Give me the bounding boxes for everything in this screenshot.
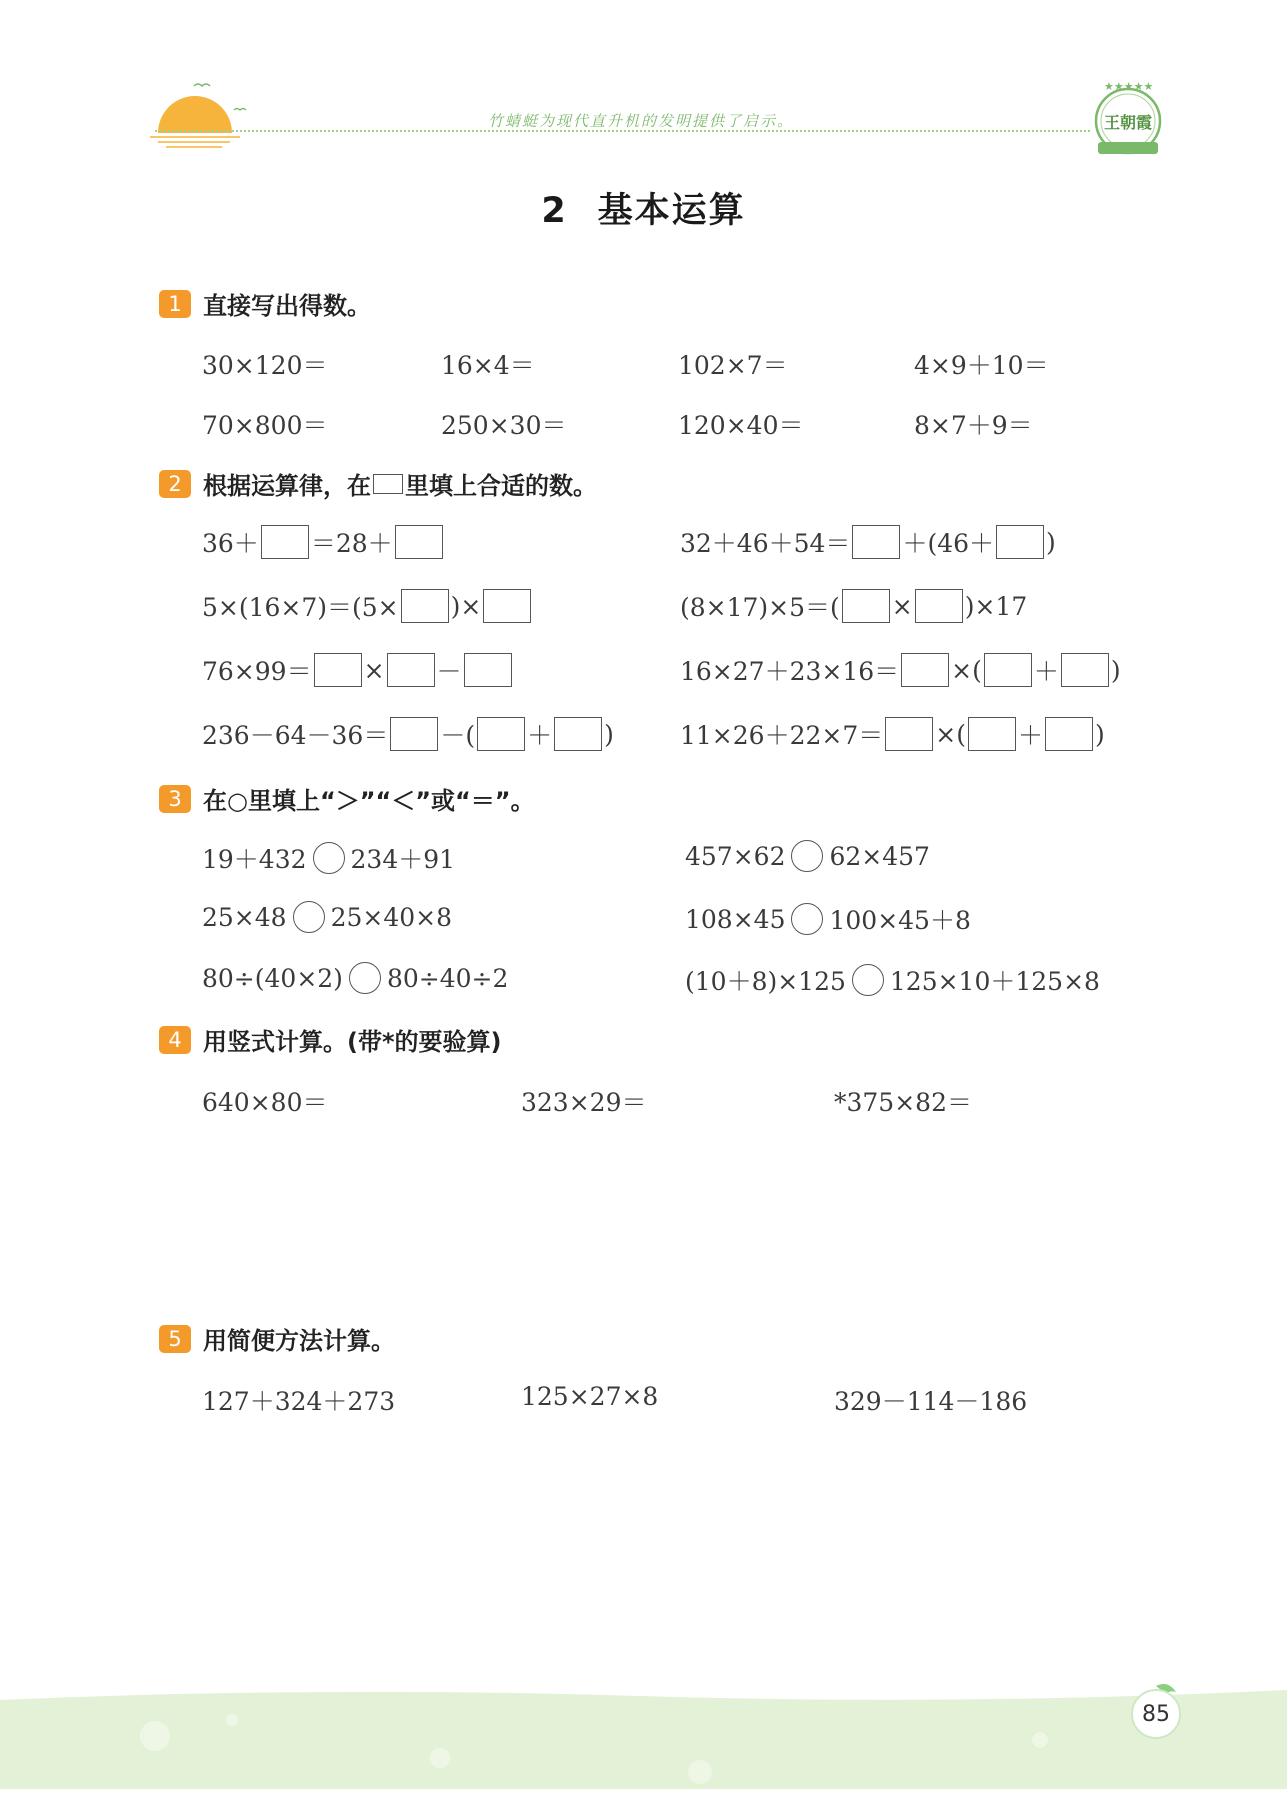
comparison-right (685, 901, 971, 937)
expression-part: 25×40×8 (330, 902, 453, 932)
expression-part: ＝28＋ (310, 529, 393, 558)
question-1-badge: 1 (159, 290, 191, 318)
question-5-header (159, 1321, 395, 1356)
comparison-left (202, 901, 452, 933)
answer-box[interactable] (901, 653, 949, 687)
expression-part: ×( (935, 719, 966, 749)
question-1-title: 直接写出得数。 (203, 292, 371, 320)
question-5-title: 用简便方法计算。 (203, 1327, 395, 1355)
expression-part: ＋ (1017, 721, 1043, 750)
expression-part: 16×27＋23×16＝ (680, 657, 900, 686)
header-slogan: 竹蜻蜓为现代直升机的发明提供了启示。 (488, 112, 795, 130)
question-2-header (159, 466, 597, 501)
question-3-badge: 3 (159, 785, 191, 813)
answer-box[interactable] (1061, 653, 1109, 687)
comparison-left (202, 962, 508, 994)
compare-circle[interactable] (791, 840, 823, 872)
compare-circle[interactable] (293, 901, 325, 933)
expression: 8×7＋9＝ (914, 411, 1033, 440)
answer-box[interactable] (387, 653, 435, 687)
expression-part: ＋ (1033, 657, 1059, 686)
question-4-badge: 4 (159, 1026, 191, 1054)
calculation-item: 329－114－186 (834, 1387, 1028, 1416)
answer-box[interactable] (885, 717, 933, 751)
calculation-item: 125×27×8 (521, 1382, 659, 1411)
calculation-item: *375×82＝ (834, 1088, 972, 1117)
expression-part: × (891, 591, 913, 621)
calculation-item: 640×80＝ (202, 1088, 328, 1117)
question-5-badge: 5 (159, 1325, 191, 1353)
section-title: 基本运算 (597, 191, 746, 231)
question-4-header (159, 1022, 502, 1057)
comparison-right (685, 962, 1100, 998)
expression: 70×800＝ (202, 411, 328, 440)
expression-part: 19＋432 (202, 845, 307, 874)
equation-left (202, 716, 614, 752)
answer-box[interactable] (390, 717, 438, 751)
expression-part: 36＋ (202, 529, 259, 558)
calculation-item: 127＋324＋273 (202, 1387, 396, 1416)
sun-icon (150, 78, 260, 153)
expression-part: 62×457 (829, 841, 930, 871)
answer-box[interactable] (483, 589, 531, 623)
question-3-title: 在○里填上“＞”“＜”或“＝”。 (203, 787, 535, 815)
expression-part: )× (450, 591, 482, 621)
comparison-right (685, 840, 930, 872)
answer-box[interactable] (401, 589, 449, 623)
expression-part: 457×62 (685, 841, 786, 871)
question-2-title-after: 里填上合适的数。 (405, 472, 597, 500)
answer-box[interactable] (984, 653, 1032, 687)
blank-box-icon (373, 474, 403, 494)
svg-text:★★★★★: ★★★★★ (1104, 80, 1154, 93)
equation-left (202, 524, 445, 560)
equation-right (680, 524, 1056, 560)
answer-box[interactable] (554, 717, 602, 751)
expression-part: × (363, 655, 385, 685)
expression-part: 236－64－36＝ (202, 721, 389, 750)
question-1-header (159, 286, 371, 321)
answer-box[interactable] (852, 525, 900, 559)
footer-grass (0, 1680, 1287, 1789)
compare-circle[interactable] (349, 962, 381, 994)
page-number-badge (1126, 1680, 1186, 1740)
calculation-item: 323×29＝ (521, 1088, 647, 1117)
expression-part: ＋(46＋ (902, 529, 995, 558)
answer-box[interactable] (261, 525, 309, 559)
question-2-badge: 2 (159, 470, 191, 498)
answer-box[interactable] (968, 717, 1016, 751)
expression-part: 11×26＋22×7＝ (680, 721, 884, 750)
expression-part: 80÷40÷2 (386, 963, 509, 993)
expression-part: ) (1046, 527, 1056, 557)
expression: 30×120＝ (202, 351, 328, 380)
expression-part: 100×45＋8 (829, 906, 971, 935)
expression-part: 80÷(40×2) (202, 963, 343, 993)
expression-part: －( (440, 721, 476, 750)
expression-part: 125×10＋125×8 (889, 967, 1100, 996)
compare-circle[interactable] (852, 964, 884, 996)
answer-box[interactable] (314, 653, 362, 687)
answer-box[interactable] (996, 525, 1044, 559)
expression-part: ) (604, 719, 614, 749)
expression-part: ) (1094, 719, 1105, 749)
expression-part: (8×17)×5＝( (680, 593, 840, 622)
compare-circle[interactable] (791, 903, 823, 935)
question-2-title-before: 根据运算律，在 (203, 472, 371, 500)
expression: 120×40＝ (678, 411, 804, 440)
question-3-header (159, 781, 535, 816)
brand-logo (1088, 76, 1168, 166)
answer-box[interactable] (915, 589, 963, 623)
equation-left (202, 652, 514, 688)
answer-box[interactable] (477, 717, 525, 751)
expression-part: )×17 (964, 591, 1028, 621)
answer-box[interactable] (1045, 717, 1093, 751)
expression: 16×4＝ (441, 351, 535, 380)
expression: 250×30＝ (441, 411, 567, 440)
expression-part: 32＋46＋54＝ (680, 529, 851, 558)
page-number: 85 (1142, 1702, 1170, 1727)
section-number: 2 (541, 191, 568, 231)
brand-logo-text: 王朝霞 (1103, 113, 1152, 132)
expression: 102×7＝ (678, 351, 788, 380)
expression-part: 76×99＝ (202, 657, 312, 686)
equation-right (680, 588, 1027, 624)
expression-part: 25×48 (202, 902, 287, 932)
answer-box[interactable] (395, 525, 443, 559)
page-title (0, 183, 1287, 233)
expression-part: ×( (951, 655, 982, 685)
expression-part: 5×(16×7)＝(5× (202, 593, 399, 622)
equation-left (202, 588, 533, 624)
equation-right (680, 716, 1105, 752)
equation-right (680, 652, 1121, 688)
expression-part: 108×45 (685, 904, 786, 934)
expression-part: 234＋91 (350, 845, 456, 874)
expression-part: － (436, 657, 462, 686)
expression-part: (10＋8)×125 (685, 967, 846, 996)
answer-box[interactable] (842, 589, 890, 623)
comparison-left (202, 840, 455, 876)
expression-part: ) (1110, 655, 1121, 685)
compare-circle[interactable] (313, 842, 345, 874)
expression: 4×9＋10＝ (914, 351, 1049, 380)
question-4-title: 用竖式计算。(带*的要验算) (203, 1028, 502, 1056)
expression-part: ＋ (527, 721, 553, 750)
answer-box[interactable] (464, 653, 512, 687)
